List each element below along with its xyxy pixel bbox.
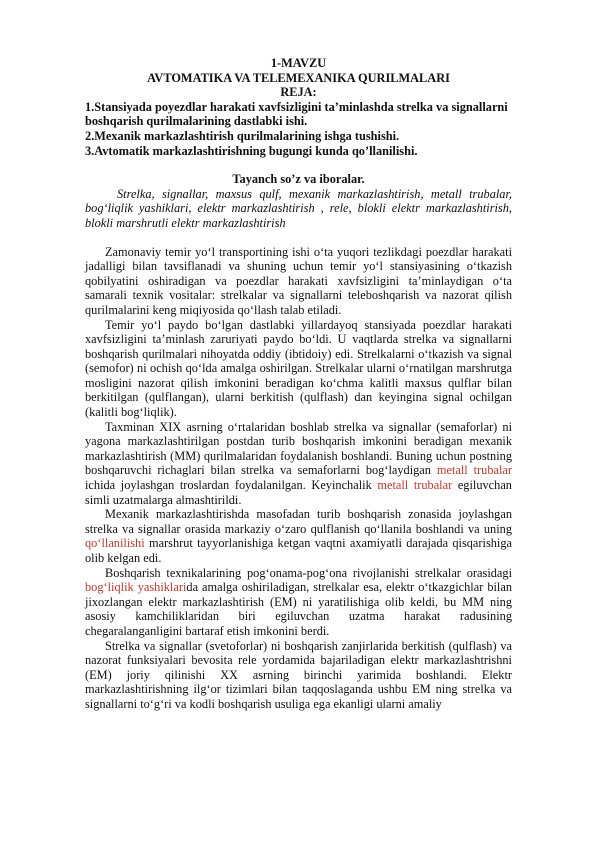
plan-item-3: 3.Avtomatik markazlashtirishning bugungi kunda qo’llanilishi.: [85, 143, 418, 158]
paragraph-2: Temir yo‘l paydo bo‘lgan dastlabki yillardayoq stansiyada poezdlar harakati xavfsizligini ta’minlash zaruriyati paydo bo‘ldi. U vaqtlarda strelka va signallarni boshqarish qurilmalari nihoyatda oddiy (ibtidoiy) edi. Strelkalarni o‘tkazish va signal (semofor) ni ochish qo‘lda amalga oshirilgan. Strelkalar ularni o‘rnatilgan marshrutga mosligini nazorat qilish imkonini beradigan ko‘chma kalitli maxsus qulflar bilan berkitilgan (qulflangan), ularni berkitish (qulflash) dan keyingina signal ochilgan (kalitli bog‘liqlik).: [85, 317, 512, 420]
plan-heading: REJA:: [280, 85, 317, 100]
paragraph-3-text-c: egiluvchan simli uzatmalarga almashtirildi.: [85, 478, 512, 507]
paragraph-6: Strelka va signallar (svetoforlar) ni boshqarish zanjirlarida berkitish (qulflash) va nazorat funksiyalari bevosita rele yordamida bajariladigan elektr markazlashtrishni (EM) joriy qilinishi XX asrning birinchi yarimida boshlandi. Elektr markazlashtirishning ilg‘or tizimlari bilan taqqoslaganda ushbu EM ning strelka va signallarni to‘g‘ri va kodli boshqarish usuliga ega ekanligi ularni amaliy: [85, 638, 512, 711]
paragraph-3-text-a: Taxminan XIX asrning o‘rtalaridan boshlab strelka va signallar (semaforlar) ni yagona markazlashtirilgan postdan turib boshqarish imkonini beradigan mexanik markazlashtirish (MM) qurilmalaridan foydalanish boshlandi. Buning uchun postning boshqaruvchi richaglari bilan strelka va semaforlarni bog‘laydigan: [85, 419, 512, 478]
highlight-dependency-boxes: bog‘liqlik yashiklari: [85, 580, 187, 595]
topic-number: 1-MAVZU: [270, 56, 327, 70]
highlight-metal-pipes-1: metall trubalar: [436, 463, 512, 478]
paragraph-5-text-a: Boshqarish texnikalarining pog‘onama-pog‘ona rivojlanishi strelkalar orasidagi: [105, 565, 512, 580]
spacer: [85, 231, 512, 245]
plan-item-1: 1.Stansiyada poyezdlar harakati xavfsizligini ta’minlashda strelka va signallarni boshqarish qurilmalarining dastlabki ishi.: [85, 99, 508, 129]
paragraph-4-text-a: Mexanik markazlashtirishda masofadan turib boshqarish zonasida joylashgan strelka va signallar orasida markaziy o‘zaro qulflanish qo‘llanila boshlandi va uning: [85, 507, 512, 536]
document-page: [85, 56, 512, 712]
paragraph-4-text-b: marshrut tayyorlanishiga ketgan vaqtni axamiyatli darajada qisqarishiga olib kelgan edi.: [85, 536, 512, 565]
paragraph-4: [85, 507, 512, 565]
paragraph-3: [85, 420, 512, 508]
spacer: [85, 158, 512, 172]
plan-item-2: 2.Mexanik markazlashtirish qurilmalarining ishga tushishi.: [85, 128, 400, 143]
document-title: AVTOMATIKA VA TELEMEXANIKA QURILMALARI: [147, 70, 450, 85]
paragraph-3-text-b: ichida joylashgan troslardan foydalanilgan. Keyinchalik: [85, 478, 378, 493]
highlight-application: qo‘llanilishi: [85, 536, 145, 551]
paragraph-1: Zamonaviy temir yo‘l transportining ishi o‘ta yuqori tezlikdagi poezdlar harakati jadalligi bilan tavsiflanadi va shuning uchun temir yo‘l stansiyasining o‘tkazish qobilyatini oshiradigan va poezdlar harakati xavfsizligini ta’minlaydigan o‘ta samarali texnik vositalar: strelkalar va signallarni teleboshqarish va nazorat qilish qurilmalarini keng miqiyosida qo‘llash talab etiladi.: [85, 244, 512, 317]
highlight-metal-pipes-2: metall trubalar: [377, 478, 453, 493]
keywords-text: Strelka, signallar, maxsus qulf, mexanik markazlashtirish, metall trubalar, bog‘liqlik yashiklari, elektr markazlashtirish , rele, blokli elektr markazlashtirish, blokli marshrutli elektr markazlashtirish: [85, 186, 512, 230]
paragraph-5: [85, 566, 512, 639]
paragraph-5-text-b: da amalga oshiriladigan, strelkalar esa, elektr o‘tkazgichlar bilan jixozlangan elektr markazlashtirish (EM) ni yaratilishiga olib keldi, bu MM ning asosiy kamchiliklaridan biri egiluvchan uzatma harakat radusining chegaralanganligini bartaraf etish imkonini berdi.: [85, 580, 512, 638]
keywords-heading: Tayanch so’z va iboralar.: [232, 172, 365, 187]
